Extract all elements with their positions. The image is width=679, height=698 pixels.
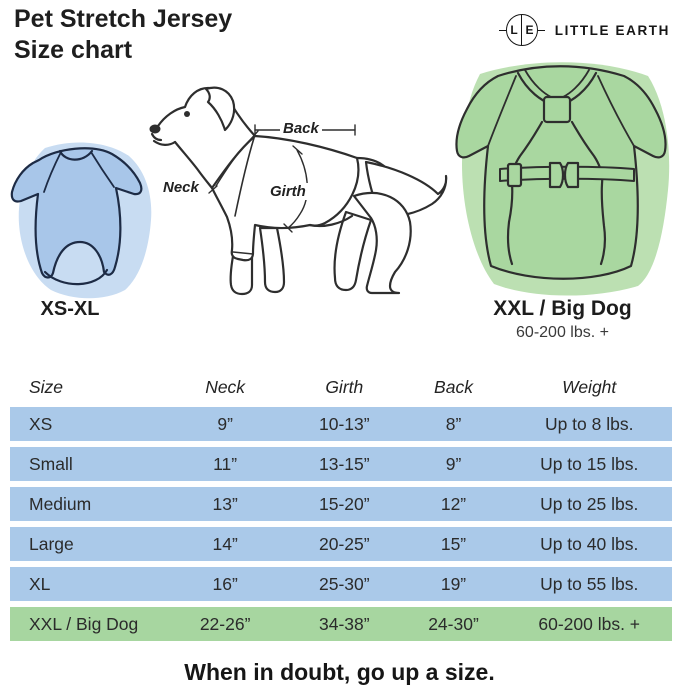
neck-cell: 22-26” (199, 613, 251, 634)
neck-cell: 11” (213, 453, 238, 474)
neck-cell: 9” (217, 413, 233, 434)
col-header-weight: Weight (562, 376, 617, 397)
dog-front-leg-near (231, 256, 252, 294)
belt-buckle-left (550, 163, 563, 187)
table-row-xs (10, 407, 672, 441)
back-cell: 24-30” (428, 613, 479, 634)
logo-left-tick (499, 30, 506, 31)
back-cell: 12” (440, 493, 467, 514)
table-row-medium (10, 487, 672, 521)
girth-cell: 34-38” (318, 613, 370, 634)
weight-cell: Up to 55 lbs. (540, 573, 639, 594)
col-header-back: Back (434, 376, 473, 397)
big-shirt-subcaption: 60-200 lbs. + (516, 324, 609, 341)
dog-ear (206, 88, 234, 130)
neck-cell: 13” (212, 493, 238, 514)
table-row-large (10, 527, 672, 561)
brand-name: LITTLE EARTH (554, 22, 670, 38)
title-line-1: Pet Stretch Jersey (14, 5, 233, 33)
small-shirt-illustration (5, 136, 155, 301)
table-row-small (10, 447, 672, 481)
neck-cell: 16” (212, 573, 238, 594)
back-label: Back (280, 120, 322, 137)
size-table-body (10, 407, 672, 641)
dog-mouth (154, 141, 175, 145)
back-cell: 9” (445, 453, 462, 474)
girth-cell: 20-25” (318, 533, 370, 554)
weight-cell: Up to 40 lbs. (540, 533, 639, 554)
brand-logo (499, 14, 670, 46)
girth-label: Girth (267, 183, 309, 200)
col-header-girth: Girth (325, 376, 364, 397)
girth-cell: 15-20” (318, 493, 370, 514)
back-cell: 15” (440, 533, 467, 554)
back-cell: 8” (445, 413, 462, 434)
back-cell: 19” (440, 573, 467, 594)
page-title (14, 4, 232, 66)
logo-letter-e: E (525, 23, 534, 37)
big-shirt-collar-tab (544, 97, 570, 122)
weight-cell: Up to 25 lbs. (540, 493, 639, 514)
small-shirt-caption: XS-XL (40, 298, 100, 320)
logo-monogram-circle (506, 14, 538, 46)
col-header-neck: Neck (205, 376, 246, 397)
dog-eye (184, 111, 190, 117)
size-cell: XS (29, 413, 53, 434)
size-cell: Large (29, 533, 74, 554)
big-shirt-caption: XXL / Big Dog (493, 297, 632, 320)
size-cell: XXL / Big Dog (29, 613, 139, 634)
girth-cell: 13-15” (318, 453, 370, 474)
neck-cell: 14” (212, 533, 238, 554)
col-header-size: Size (29, 376, 64, 397)
logo-letter-l: L (510, 23, 518, 37)
size-cell: Medium (29, 493, 92, 514)
girth-cell: 25-30” (318, 573, 370, 594)
logo-right-tick (538, 30, 545, 31)
title-line-2: Size chart (14, 36, 133, 64)
size-cell: Small (29, 453, 73, 474)
size-advice-note: When in doubt, go up a size. (184, 659, 495, 685)
dog-nose (150, 125, 161, 134)
dog-front-leg-far (260, 228, 284, 292)
girth-cell: 10-13” (318, 413, 370, 434)
weight-cell: Up to 15 lbs. (540, 453, 639, 474)
dog-hind-leg-far (335, 212, 371, 290)
big-shirt-illustration (450, 60, 675, 298)
table-header-row (10, 374, 672, 400)
belt-buckle-right (565, 163, 578, 187)
neck-label: Neck (160, 179, 202, 196)
table-row-xl (10, 567, 672, 601)
weight-cell: Up to 8 lbs. (544, 413, 634, 434)
size-cell: XL (29, 573, 51, 594)
dog-muzzle-line (152, 134, 161, 140)
belt-keeper (508, 164, 521, 186)
table-row-xxl-big-dog (10, 607, 672, 641)
weight-cell: 60-200 lbs. + (538, 613, 641, 634)
